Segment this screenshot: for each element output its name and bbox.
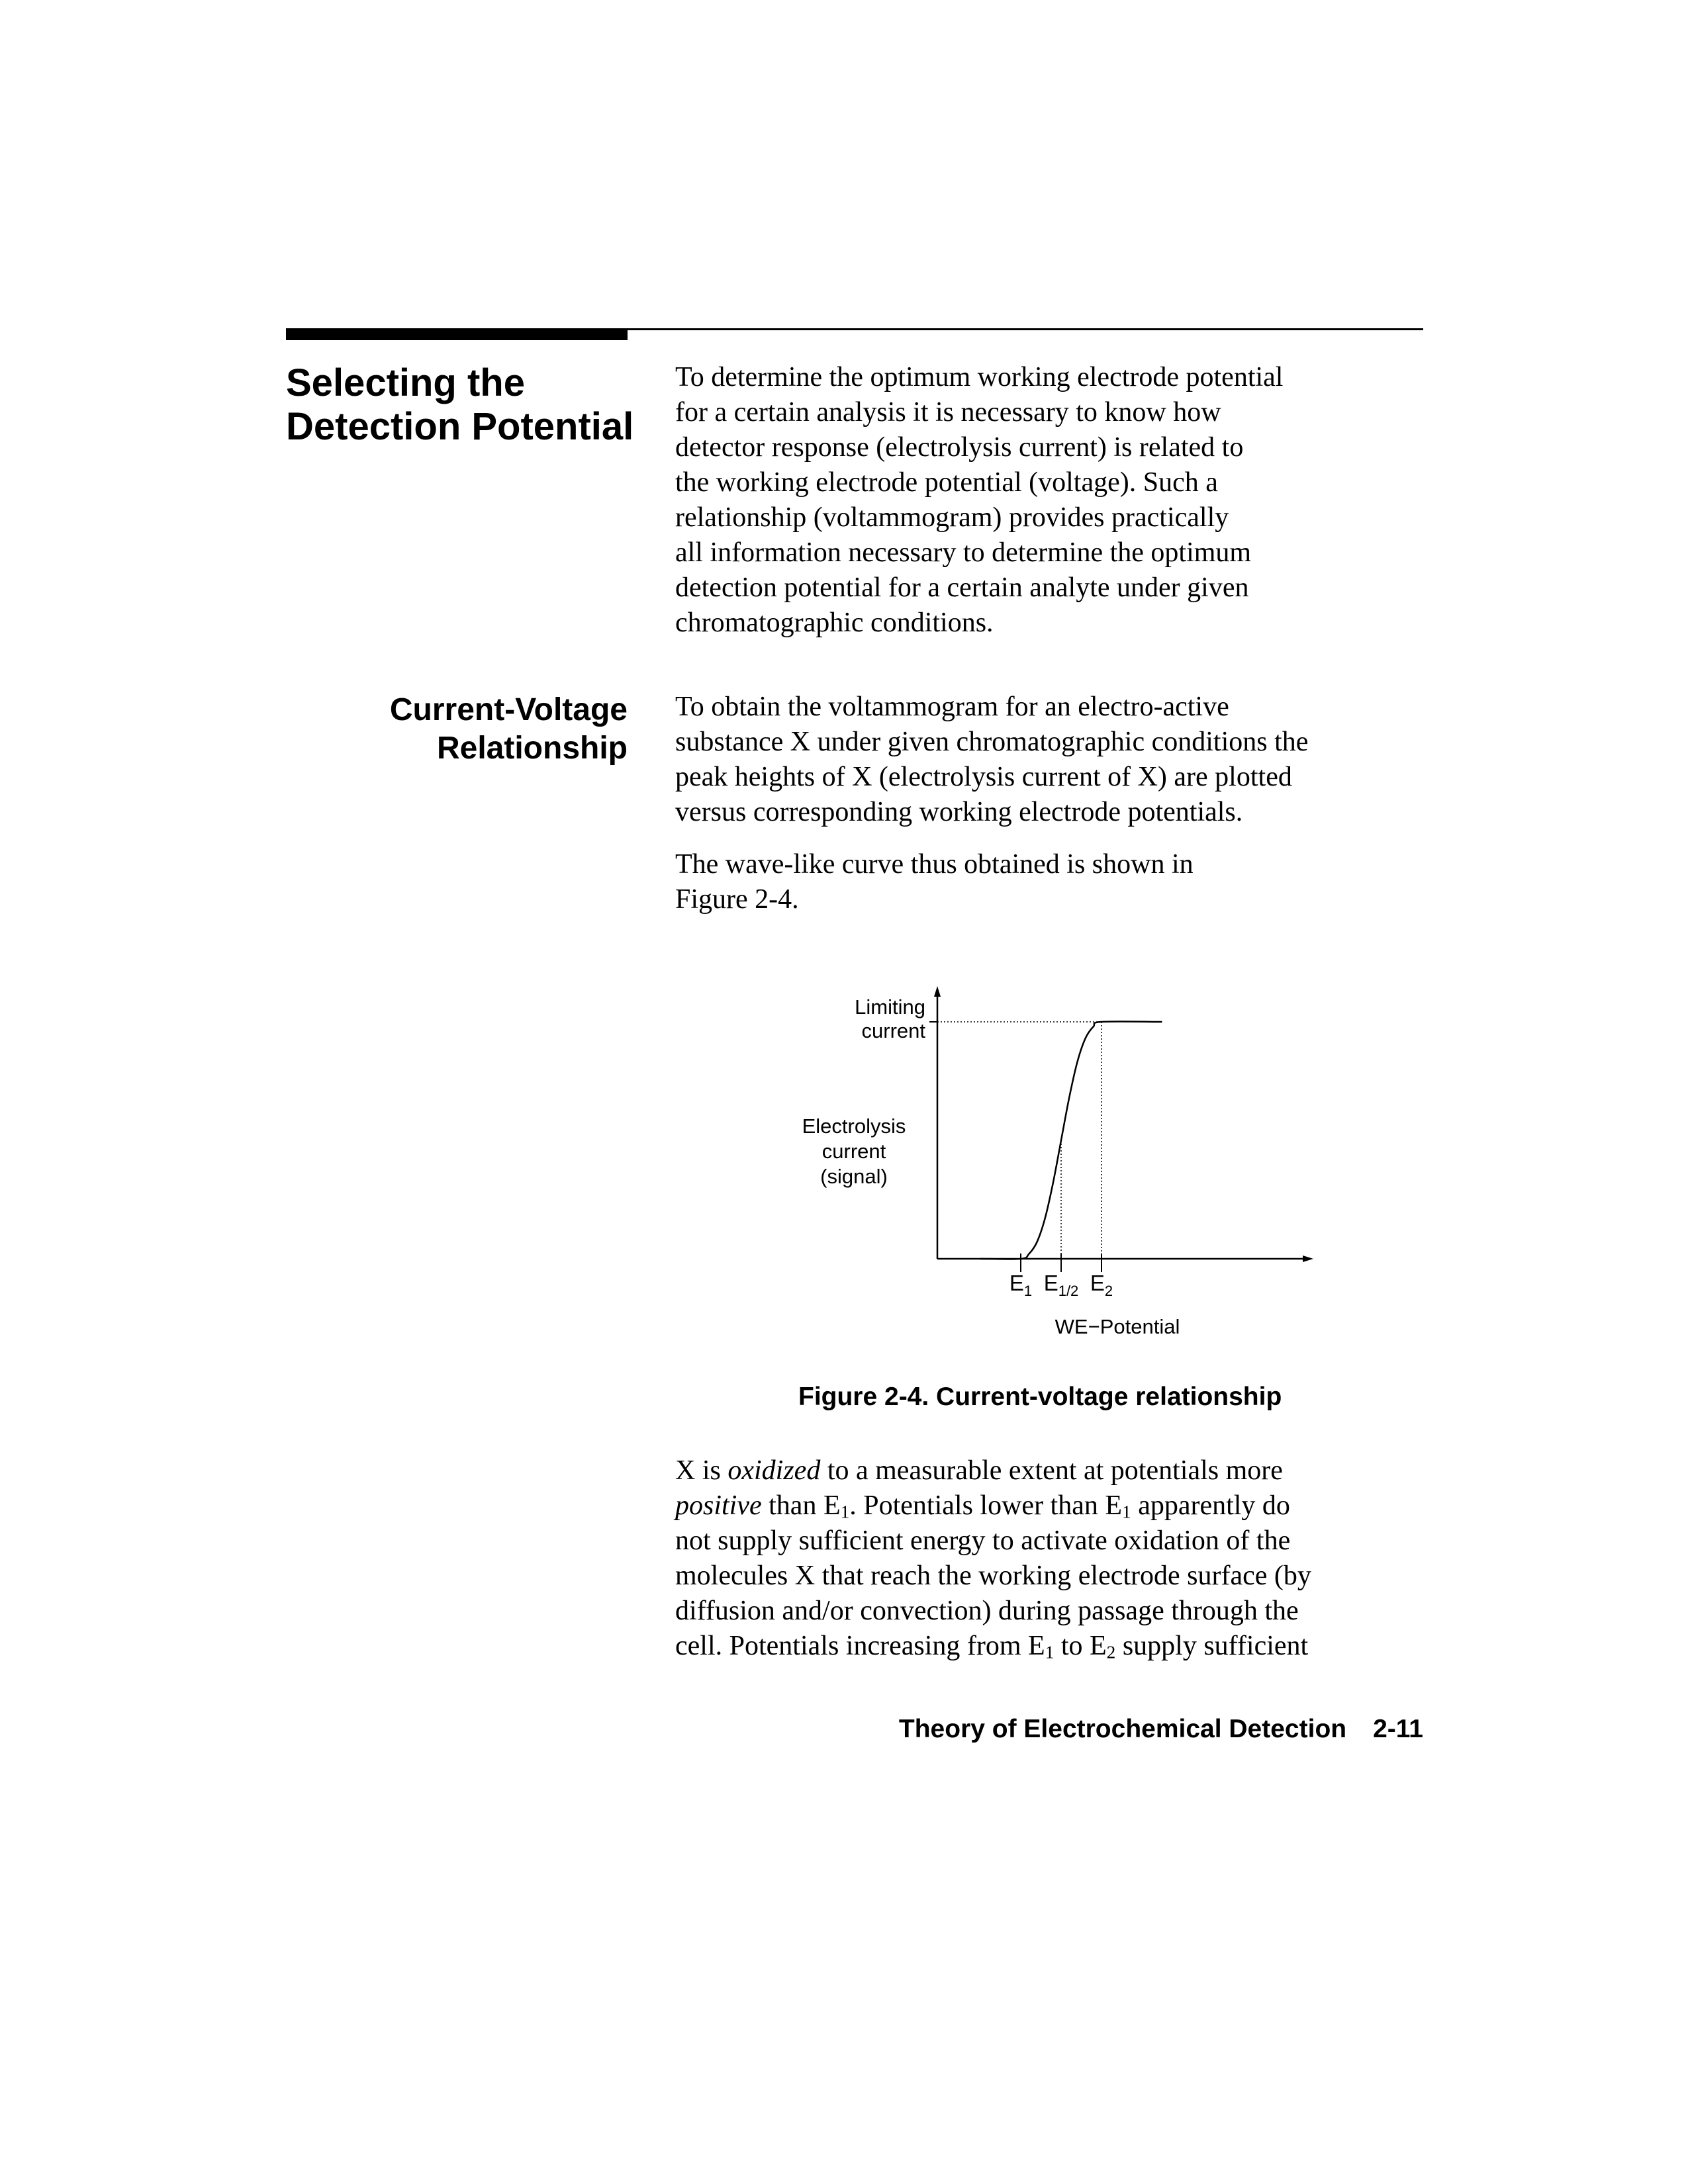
x-axis-arrow bbox=[1303, 1255, 1313, 1262]
voltammogram-curve bbox=[980, 1021, 1162, 1259]
text-run: to E bbox=[1054, 1631, 1107, 1661]
subsection-title-line: Current-Voltage bbox=[389, 692, 628, 727]
emphasis-positive: positive bbox=[675, 1490, 762, 1521]
text-line bbox=[675, 1629, 1430, 1664]
text-line: substance X under given chromatographic conditions the bbox=[675, 727, 1309, 757]
x-tick-label: $E_{1/2}$ bbox=[1043, 1271, 1079, 1299]
text-run: than E bbox=[761, 1490, 841, 1521]
text-line: chromatographic conditions. bbox=[675, 608, 994, 638]
text-run: X is bbox=[675, 1455, 728, 1486]
text-line: for a certain analysis it is necessary to know how bbox=[675, 397, 1221, 428]
text-run: to a measurable extent at potentials more bbox=[820, 1455, 1283, 1486]
subscript: 1 bbox=[1122, 1502, 1131, 1522]
text-line: detector response (electrolysis current) is related to bbox=[675, 432, 1244, 463]
y-axis-label: Electrolysis bbox=[802, 1115, 906, 1138]
text-run: cell. Potentials increasing from E bbox=[675, 1631, 1045, 1661]
text-line: peak heights of X (electrolysis current of X) are plotted bbox=[675, 762, 1292, 792]
text-line: versus corresponding working electrode potentials. bbox=[675, 797, 1243, 827]
section-title bbox=[286, 361, 643, 449]
text-line: To determine the optimum working electrode potential bbox=[675, 362, 1284, 392]
text-line: To obtain the voltammogram for an electro-active bbox=[675, 692, 1229, 722]
text-line: molecules X that reach the working electrode surface (by bbox=[675, 1561, 1311, 1591]
x-axis-label: WE−Potential bbox=[1055, 1315, 1180, 1338]
text-run: . Potentials lower than E bbox=[849, 1490, 1123, 1521]
text-line: diffusion and/or convection) during passage through the bbox=[675, 1596, 1299, 1626]
subscript: 1 bbox=[840, 1502, 850, 1522]
text-line: The wave-like curve thus obtained is shown in bbox=[675, 849, 1194, 880]
current-voltage-chart bbox=[761, 979, 1324, 1350]
limit-label: current bbox=[861, 1019, 925, 1042]
header-rule-thin bbox=[628, 328, 1423, 330]
text-line bbox=[675, 1453, 1430, 1488]
limit-label: Limiting bbox=[855, 995, 925, 1019]
text-run: supply sufficient bbox=[1115, 1631, 1309, 1661]
y-axis-label: (signal) bbox=[820, 1165, 888, 1188]
text-line: all information necessary to determine the optimum bbox=[675, 537, 1252, 568]
subsection-title-line: Relationship bbox=[436, 731, 628, 766]
voltammogram-paragraph bbox=[675, 690, 1430, 830]
text-line: detection potential for a certain analyte under given bbox=[675, 572, 1249, 603]
subsection-title bbox=[286, 691, 628, 768]
figure-reference-paragraph bbox=[675, 847, 1430, 917]
x-tick-label: $E_1$ bbox=[1009, 1271, 1033, 1299]
footer-page-number: 2-11 bbox=[1373, 1715, 1423, 1743]
emphasis-oxidized: oxidized bbox=[727, 1455, 821, 1486]
text-line bbox=[675, 1488, 1430, 1524]
y-axis-label: current bbox=[821, 1140, 886, 1163]
text-line: Figure 2-4. bbox=[675, 884, 799, 915]
page-footer bbox=[794, 1714, 1423, 1745]
y-axis-arrow bbox=[934, 986, 941, 997]
intro-paragraph bbox=[675, 360, 1430, 641]
figure-caption: Figure 2-4. Current-voltage relationship bbox=[798, 1383, 1282, 1411]
footer-chapter: Theory of Electrochemical Detection bbox=[898, 1715, 1347, 1743]
x-tick-label: $E_2$ bbox=[1090, 1271, 1113, 1299]
subscript: 1 bbox=[1045, 1642, 1055, 1662]
text-line: not supply sufficient energy to activate oxidation of the bbox=[675, 1525, 1291, 1556]
header-rule-thick bbox=[286, 328, 628, 340]
section-title-line: Selecting the bbox=[286, 361, 525, 404]
section-title-line: Detection Potential bbox=[286, 405, 634, 448]
text-run: apparently do bbox=[1131, 1490, 1290, 1521]
subscript: 2 bbox=[1106, 1642, 1116, 1662]
text-line: the working electrode potential (voltage). Such a bbox=[675, 467, 1218, 498]
text-line: relationship (voltammogram) provides practically bbox=[675, 502, 1229, 533]
oxidation-paragraph bbox=[675, 1453, 1430, 1664]
